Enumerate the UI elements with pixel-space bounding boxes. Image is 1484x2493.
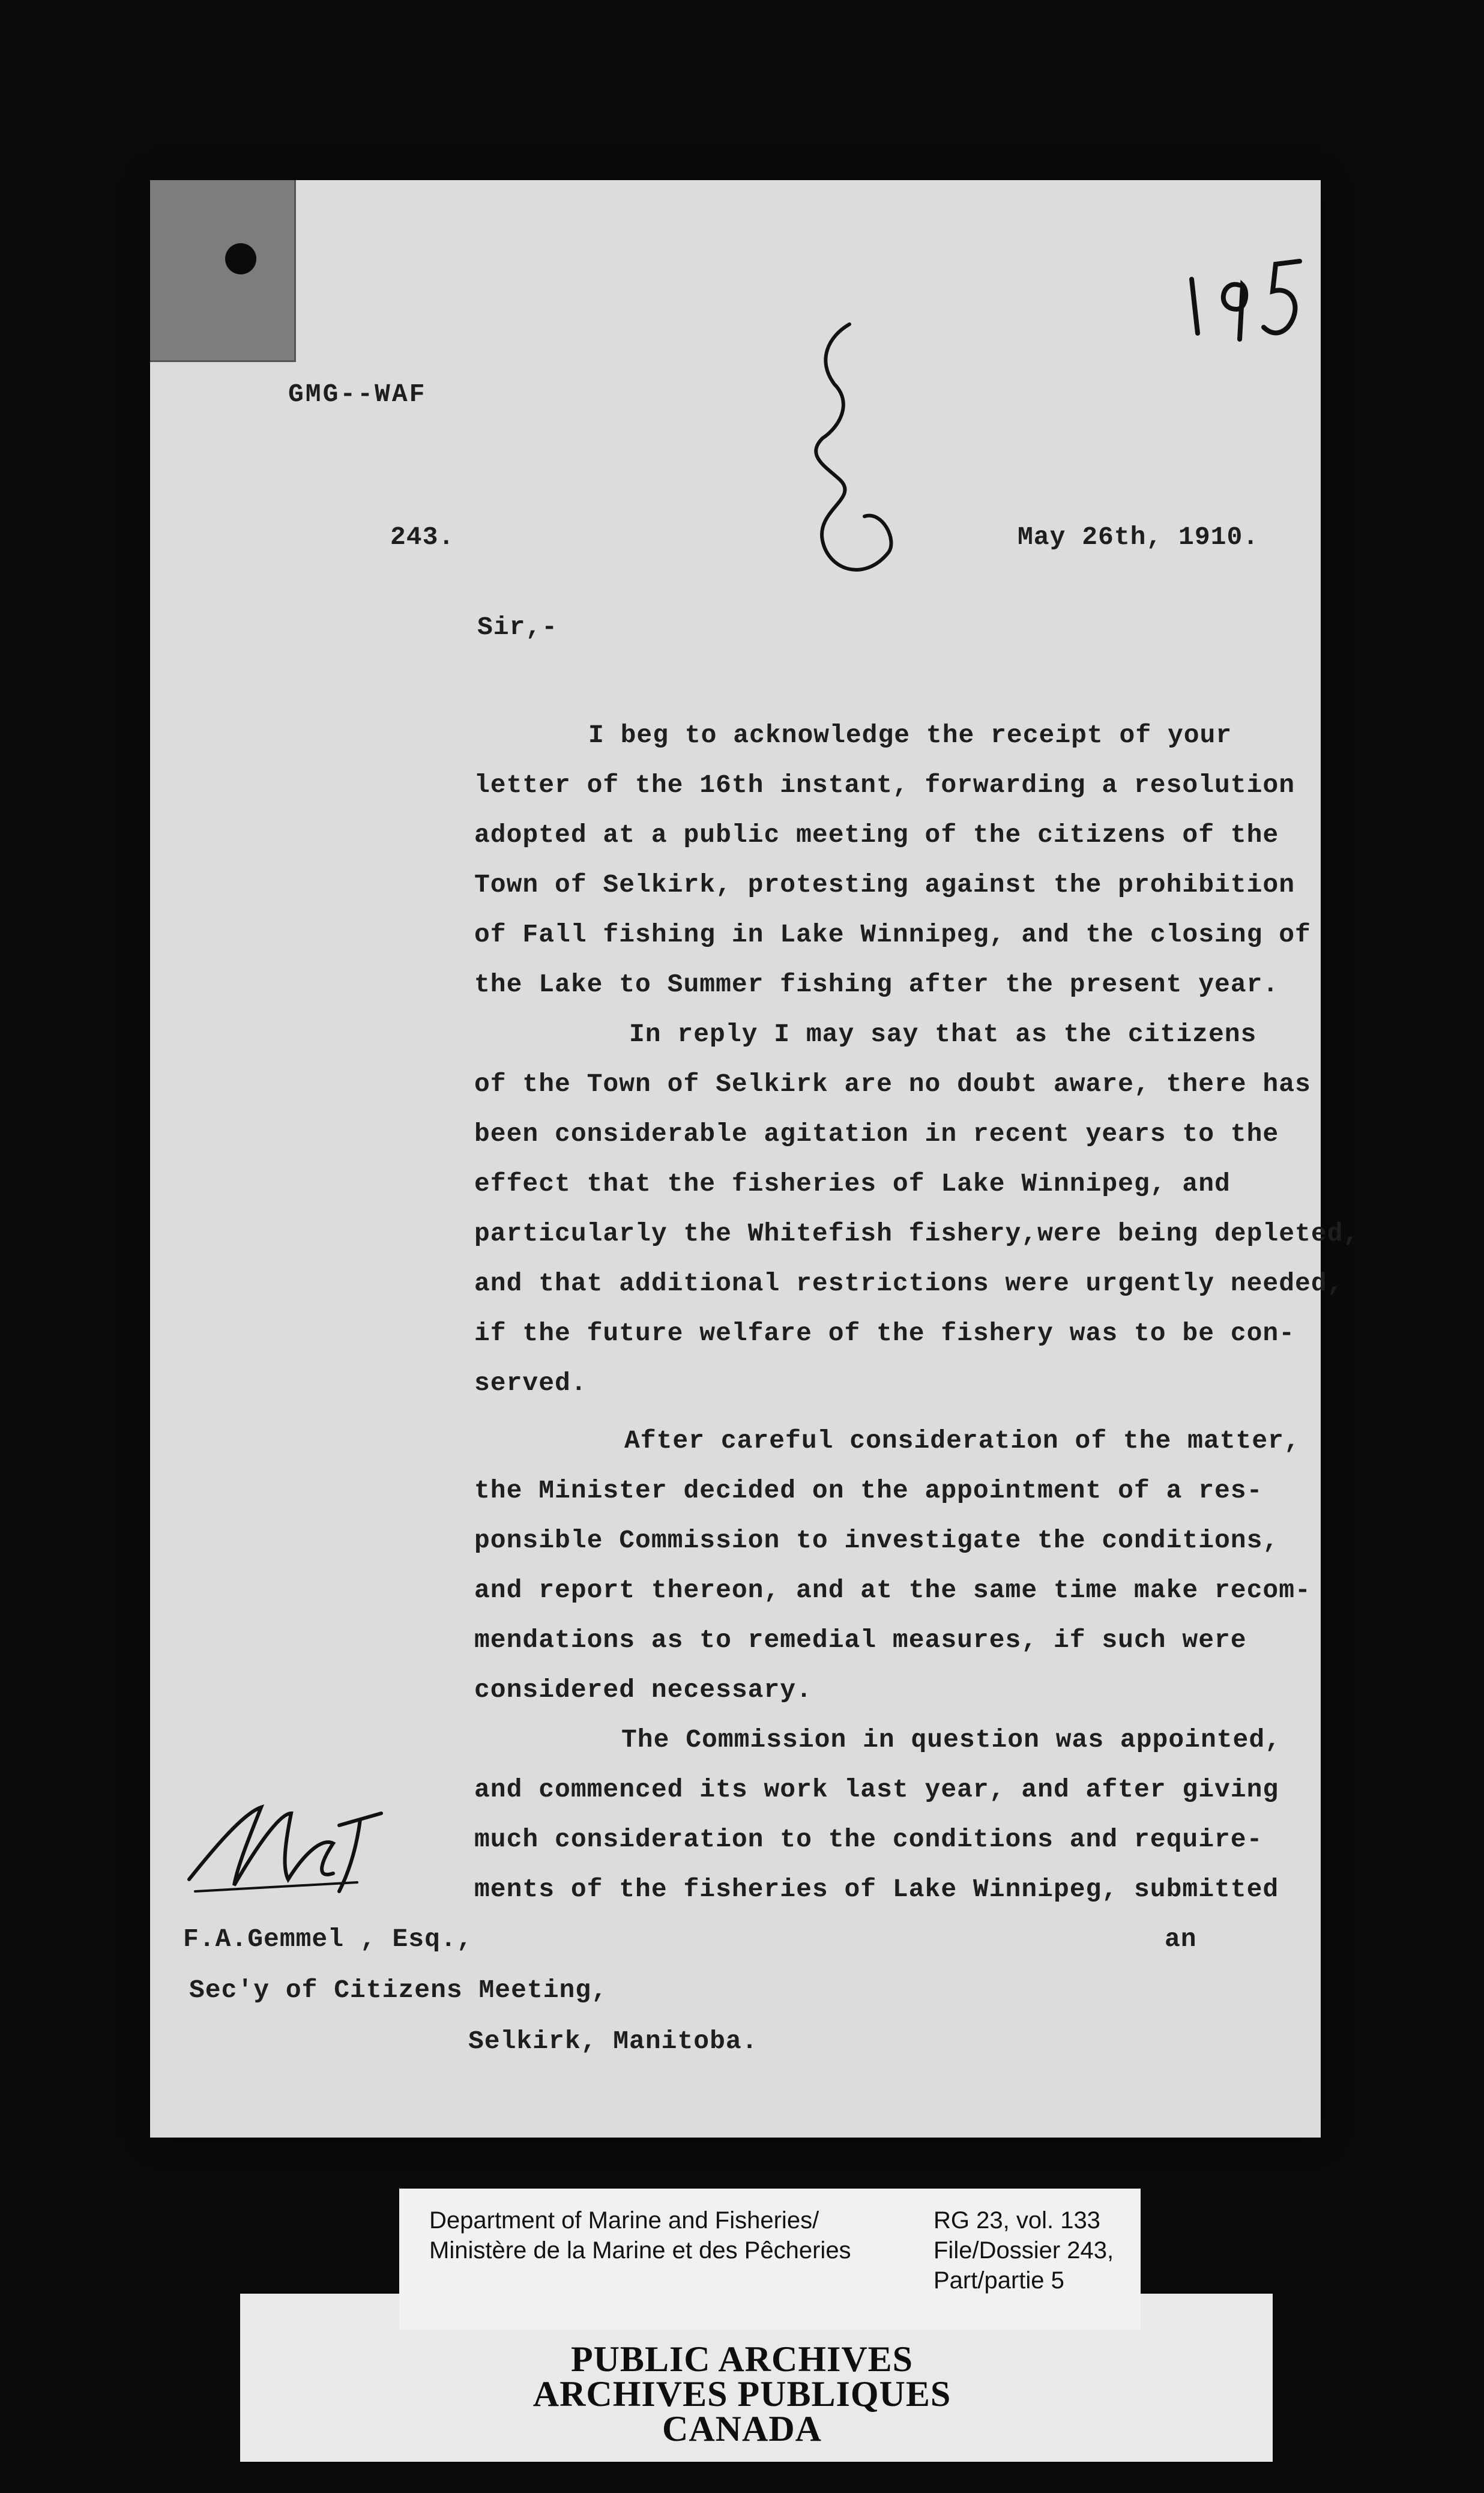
body-line: and commenced its work last year, and after giving — [474, 1775, 1279, 1804]
handwritten-mark — [792, 312, 906, 588]
part-partie: Part/partie 5 — [934, 2267, 1064, 2294]
body-line: considered necessary. — [474, 1675, 812, 1705]
public-archives-stamp — [0, 2339, 1484, 2449]
archive-label-reference — [934, 2205, 1114, 2295]
handwritten-page-number — [1174, 243, 1312, 351]
body-line: After careful consideration of the matter, — [624, 1426, 1300, 1455]
dept-en: Department of Marine and Fisheries/ — [429, 2207, 819, 2234]
body-line: and that additional restrictions were urgently needed, — [474, 1269, 1344, 1298]
reference-code: GMG--WAF — [288, 379, 427, 409]
addressee-place: Selkirk, Manitoba. — [468, 2026, 758, 2056]
body-line: of the Town of Selkirk are no doubt aware, there has — [474, 1069, 1311, 1099]
body-line: served. — [474, 1368, 587, 1398]
body-line: I beg to acknowledge the receipt of your — [588, 721, 1232, 750]
body-line: been considerable agitation in recent years to the — [474, 1119, 1279, 1149]
body-line: letter of the 16th instant, forwarding a resolution — [474, 770, 1295, 800]
corner-stamp — [150, 180, 296, 362]
body-line: and report thereon, and at the same time make recom- — [474, 1576, 1311, 1605]
body-line: if the future welfare of the fishery was to be con- — [474, 1319, 1295, 1348]
archive-label — [399, 2189, 1141, 2330]
body-line: particularly the Whitefish fishery,were being depleted, — [474, 1219, 1360, 1248]
body-line: the Lake to Summer fishing after the present year. — [474, 970, 1279, 999]
addressee-name: F.A.Gemmel , Esq., — [183, 1924, 473, 1954]
body-line: mendations as to remedial measures, if such were — [474, 1625, 1247, 1655]
body-line: ments of the fisheries of Lake Winnipeg, submitted — [474, 1875, 1279, 1904]
body-line: the Minister decided on the appointment of a res- — [474, 1476, 1263, 1505]
stamp-line-en: PUBLIC ARCHIVES — [570, 2339, 914, 2379]
letter-date: May 26th, 1910. — [1018, 522, 1259, 552]
stamp-line-fr: ARCHIVES PUBLIQUES — [532, 2374, 952, 2414]
body-line: of Fall fishing in Lake Winnipeg, and the closing of — [474, 920, 1311, 949]
body-line: effect that the fisheries of Lake Winnipeg, and — [474, 1169, 1231, 1198]
body-line: In reply I may say that as the citizens — [629, 1020, 1257, 1049]
punch-hole — [225, 243, 256, 274]
stamp-line-country: CANADA — [662, 2409, 822, 2449]
continuation-word: an — [1165, 1924, 1197, 1954]
archive-label-department — [429, 2205, 851, 2265]
salutation: Sir,- — [477, 612, 558, 642]
record-group: RG 23, vol. 133 — [934, 2207, 1100, 2234]
addressee-title: Sec'y of Citizens Meeting, — [189, 1975, 608, 2005]
file-number: 243. — [390, 522, 455, 552]
file-dossier: File/Dossier 243, — [934, 2237, 1114, 2264]
body-line: adopted at a public meeting of the citizens of the — [474, 820, 1279, 850]
body-line: ponsible Commission to investigate the conditions, — [474, 1526, 1279, 1555]
body-line: Town of Selkirk, protesting against the prohibition — [474, 870, 1295, 899]
dept-fr: Ministère de la Marine et des Pêcheries — [429, 2237, 851, 2264]
body-line: The Commission in question was appointed, — [621, 1725, 1281, 1754]
handwritten-initials — [177, 1777, 393, 1909]
body-line: much consideration to the conditions and require- — [474, 1825, 1263, 1854]
